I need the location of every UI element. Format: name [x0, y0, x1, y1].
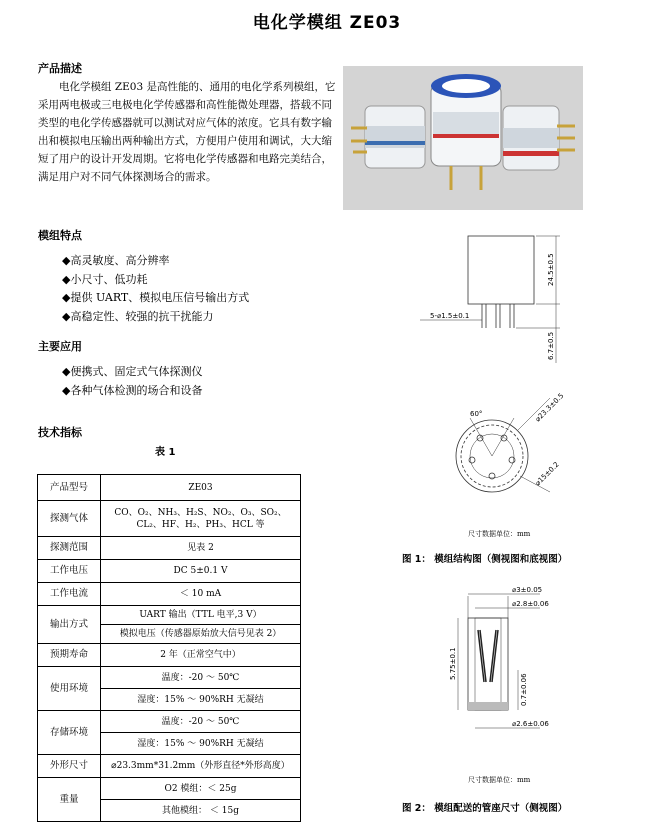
angle-label: 60°	[470, 410, 483, 418]
height-label: 5.75±0.1	[449, 647, 457, 680]
table-row: 存储环境 温度：-20 ～ 50℃	[38, 711, 301, 733]
features-heading: 模组特点	[38, 229, 82, 242]
bottom-view-diagram	[410, 380, 585, 510]
table-row: 使用环境 温度：-20 ～ 50℃	[38, 667, 301, 689]
applications-list	[62, 363, 202, 400]
wall-label: 0.7±0.06	[520, 673, 528, 706]
features-list	[62, 252, 249, 326]
fig1-caption: 图 1： 模组结构图（侧视图和底视图）	[402, 554, 568, 565]
list-item: ◆高稳定性、较强的抗干扰能力	[62, 309, 214, 323]
table-row: 湿度：15% ～ 90%RH 无凝结	[38, 733, 301, 755]
table-row: 重量 O2 模组：＜ 25g	[38, 778, 301, 800]
specs-heading: 技术指标	[38, 426, 82, 439]
table-row: 其他模组： ＜ 15g	[38, 800, 301, 822]
top-dia-label: ⌀3±0.05	[512, 586, 543, 594]
socket-diagram	[428, 582, 588, 752]
list-item: ◆小尺寸、低功耗	[62, 272, 148, 286]
list-item: ◆便携式、固定式气体探测仪	[62, 365, 203, 378]
table-row: 湿度：15% ～ 90%RH 无凝结	[38, 689, 301, 711]
table-row: 工作电流 ＜ 10 mA	[38, 583, 301, 606]
pcd-label: ⌀15±0.2	[533, 460, 561, 488]
applications-heading: 主要应用	[38, 340, 82, 353]
product-photo	[343, 66, 583, 210]
table-row: 预期寿命 2 年（正常空气中）	[38, 644, 301, 667]
spec-table	[37, 474, 301, 822]
table-row: 探测气体 CO、O₂、NH₃、H₂S、NO₂、O₃、SO₂、 CL₂、HF、H₂、PH₃、HCL 等	[38, 501, 301, 537]
table-row: 工作电压 DC 5±0.1 V	[38, 560, 301, 583]
fig1-unit: 尺寸数据单位：mm	[468, 530, 531, 538]
description-heading: 产品描述	[38, 62, 82, 75]
table-row: 产品型号 ZE03	[38, 475, 301, 501]
table-row: 输出方式 UART 输出（TTL 电平,3 V）	[38, 606, 301, 625]
inner-dia-label: ⌀2.8±0.06	[512, 600, 549, 608]
list-item: ◆提供 UART、模拟电压信号输出方式	[62, 291, 250, 304]
height-dim-label: 24.5±0.5	[547, 253, 555, 286]
pin-length-label: 6.7±0.5	[547, 331, 555, 360]
table-row: 模拟电压（传感器原始放大信号见表 2）	[38, 625, 301, 644]
bottom-dia-label: ⌀2.6±0.06	[512, 720, 549, 728]
fig2-caption: 图 2： 模组配送的管座尺寸（侧视图）	[402, 803, 568, 814]
fig2-unit: 尺寸数据单位：mm	[468, 776, 531, 784]
description-text: 电化学模组 ZE03 是高性能的、通用的电化学系列模组，它采用两电极或三电极电化学传感器和高性能微处理器，搭载不同类型的电化学传感器就可以测试对应气体的浓度。它具有数字输出和模拟电压输出两种输出方式，方便用户使用和调试，大大缩短了用户的设计开发周期。它将电化学传感器和电路完美结合，满足用户对不同气体探测场合的需求。	[38, 81, 336, 183]
pin-dim-label: 5-⌀1.5±0.1	[430, 312, 470, 320]
table-caption: 表 1	[155, 447, 176, 458]
table-row: 外形尺寸 ⌀23.3mm*31.2mm（外形直径*外形高度）	[38, 755, 301, 778]
table-row: 探测范围 见表 2	[38, 537, 301, 560]
page-title: 电化学模组 ZE03	[252, 13, 402, 33]
list-item: ◆高灵敏度、高分辨率	[62, 254, 170, 267]
side-view-diagram	[410, 228, 580, 368]
list-item: ◆各种气体检测的场合和设备	[62, 383, 203, 397]
diameter-label: ⌀23.3±0.5	[533, 391, 566, 424]
